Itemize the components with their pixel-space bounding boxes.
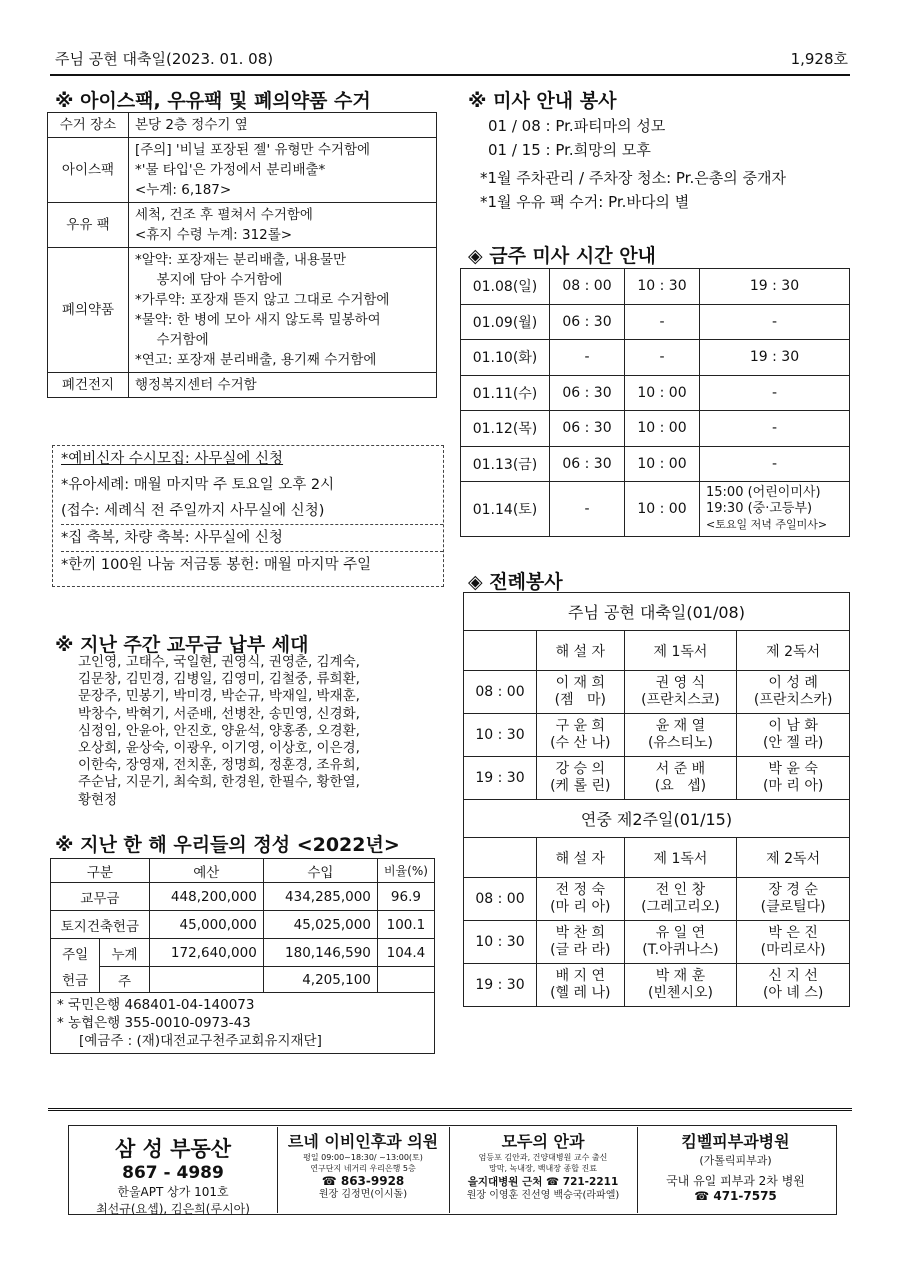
collection-detail bbox=[129, 138, 437, 203]
person-baptismal-name: (T.아퀴나스) bbox=[642, 942, 719, 958]
collection-label: 수거 장소 bbox=[48, 113, 129, 138]
person-name: 박 은 진 bbox=[768, 925, 818, 941]
collection-table bbox=[47, 112, 437, 398]
liturgy-person bbox=[624, 964, 737, 1007]
person-baptismal-name: (젬 마) bbox=[554, 692, 606, 708]
person-baptismal-name: (마 리 아) bbox=[762, 778, 824, 794]
schedule-time: - bbox=[700, 375, 850, 411]
person-baptismal-name: (빈첸시오) bbox=[647, 985, 713, 1001]
schedule-time: 10 : 00 bbox=[625, 446, 700, 482]
notice-item: *집 축복, 차량 축복: 사무실에 신청 bbox=[61, 524, 443, 551]
collection-row bbox=[48, 373, 437, 398]
liturgy-row bbox=[464, 671, 850, 714]
finance-sublabel: 주 bbox=[100, 967, 149, 993]
liturgy-time: 08 : 00 bbox=[464, 671, 537, 714]
ad-line: (가톨릭피부과) bbox=[699, 1154, 772, 1167]
donor-line: 이한숙, 장영재, 전치훈, 정명희, 정훈경, 조유희, bbox=[78, 757, 360, 774]
finance-header: 비율(%) bbox=[377, 859, 434, 883]
liturgy-row bbox=[464, 964, 850, 1007]
collection-label: 아이스팩 bbox=[48, 138, 129, 203]
person-name: 서 준 배 bbox=[655, 761, 706, 777]
person-name: 구 윤 희 bbox=[555, 718, 606, 734]
person-name: 전 인 창 bbox=[655, 882, 706, 898]
liturgy-person bbox=[737, 878, 850, 921]
ad-ent-clinic bbox=[277, 1127, 450, 1213]
account-holder: [예금주 : (재)대전교구천주교회유지재단] bbox=[79, 1033, 322, 1049]
liturgy-row bbox=[464, 921, 850, 964]
schedule-row bbox=[461, 304, 850, 340]
person-name: 장 경 순 bbox=[768, 882, 818, 898]
mass-service-notes bbox=[480, 166, 786, 214]
collection-row bbox=[48, 248, 437, 373]
collection-row bbox=[48, 113, 437, 138]
person-baptismal-name: (클로틸다) bbox=[760, 899, 826, 915]
mass-service-item: 01 / 15 : Pr.희망의 모후 bbox=[488, 141, 651, 159]
collection-title: ※ 아이스팩, 우유팩 및 폐의약품 수거 bbox=[55, 90, 371, 112]
liturgy-row bbox=[464, 757, 850, 800]
ad-line: 원장 김정면(이시돌) bbox=[318, 1189, 408, 1200]
footer-divider bbox=[48, 1108, 852, 1111]
person-name: 강 승 의 bbox=[555, 761, 606, 777]
collection-line: 행정복지센터 수거함 bbox=[135, 377, 257, 393]
person-name: 이 성 례 bbox=[768, 675, 818, 691]
finance-sublabel: 누계 bbox=[100, 939, 149, 967]
schedule-time: 19 : 30 bbox=[700, 340, 850, 376]
collection-label: 우유 팩 bbox=[48, 203, 129, 248]
notice-item: *예비신자 수시모집: 사무실에 신청 bbox=[61, 451, 284, 467]
collection-line: 봉지에 담아 수거함에 bbox=[135, 272, 283, 288]
ad-title: 삼 성 부동산 bbox=[114, 1137, 232, 1161]
liturgy-person bbox=[537, 964, 625, 1007]
collection-detail bbox=[129, 373, 437, 398]
person-baptismal-name: (케 롤 린) bbox=[550, 778, 611, 794]
person-baptismal-name: (수 산 나) bbox=[550, 735, 611, 751]
schedule-time: 10 : 00 bbox=[625, 482, 700, 537]
schedule-time: - bbox=[700, 446, 850, 482]
finance-income: 180,146,590 bbox=[263, 939, 377, 967]
mass-service-note: *1월 주차관리 / 주차장 청소: Pr.은총의 중개자 bbox=[480, 169, 786, 187]
liturgy-row bbox=[464, 878, 850, 921]
schedule-time: - bbox=[550, 482, 625, 537]
schedule-time-saturday bbox=[700, 482, 850, 537]
finance-budget: 172,640,000 bbox=[149, 939, 263, 967]
liturgy-empty bbox=[464, 631, 537, 671]
collection-line: <휴지 수령 누계: 312롤> bbox=[135, 227, 293, 243]
person-baptismal-name: (마리로사) bbox=[760, 942, 826, 958]
schedule-time: 10 : 30 bbox=[625, 269, 700, 305]
notice-item: (접수: 세례식 전 주일까지 사무실에 신청) bbox=[61, 503, 325, 519]
schedule-day: 01.13(금) bbox=[461, 446, 550, 482]
person-baptismal-name: (요 셉) bbox=[654, 778, 707, 794]
liturgy-person bbox=[624, 921, 737, 964]
mass-service-item: 01 / 08 : Pr.파티마의 성모 bbox=[488, 117, 666, 135]
person-name: 유 일 연 bbox=[655, 925, 706, 941]
liturgy-table bbox=[463, 592, 850, 1007]
finance-budget: 448,200,000 bbox=[149, 883, 263, 911]
person-name: 박 재 훈 bbox=[655, 968, 706, 984]
person-name: 박 윤 숙 bbox=[768, 761, 818, 777]
finance-label: 토지건축헌금 bbox=[51, 911, 150, 939]
schedule-time: 06 : 30 bbox=[550, 411, 625, 447]
schedule-day: 01.14(토) bbox=[461, 482, 550, 537]
schedule-time: 10 : 00 bbox=[625, 411, 700, 447]
liturgy-row bbox=[464, 714, 850, 757]
schedule-sat-line: 15:00 (어린이미사) bbox=[706, 485, 821, 500]
liturgy-group-title: 연중 제2주일(01/15) bbox=[464, 800, 850, 838]
finance-ratio: 104.4 bbox=[377, 939, 434, 967]
person-baptismal-name: (그레고리오) bbox=[641, 899, 720, 915]
ad-line: 평일 09:00~18:30/ ~13:00(토) bbox=[303, 1153, 423, 1162]
finance-budget: 45,000,000 bbox=[149, 911, 263, 939]
ad-phone: 을지대병원 근처 ☎ 721-2211 bbox=[467, 1176, 619, 1188]
person-baptismal-name: (헬 레 나) bbox=[550, 985, 611, 1001]
header-divider bbox=[50, 74, 850, 76]
liturgy-group-header bbox=[464, 593, 850, 631]
ad-title: 르네 이비인후과 의원 bbox=[287, 1132, 439, 1151]
bank-account: * 농협은행 355-0010-0973-43 bbox=[57, 1015, 251, 1031]
liturgy-person bbox=[537, 671, 625, 714]
schedule-row bbox=[461, 340, 850, 376]
ad-phone: ☎ 471-7575 bbox=[694, 1189, 777, 1203]
liturgy-col-header bbox=[464, 631, 850, 671]
liturgy-title: ◈ 전례봉사 bbox=[468, 571, 563, 593]
schedule-time: - bbox=[700, 304, 850, 340]
donor-line: 오상희, 윤상숙, 이광우, 이기영, 이상호, 이은경, bbox=[78, 740, 360, 757]
schedule-time: - bbox=[625, 304, 700, 340]
person-baptismal-name: (글 라 라) bbox=[550, 942, 611, 958]
collection-line: 본당 2층 정수기 옆 bbox=[135, 117, 248, 133]
liturgy-person bbox=[537, 757, 625, 800]
liturgy-time: 19 : 30 bbox=[464, 964, 537, 1007]
schedule-row bbox=[461, 446, 850, 482]
bank-account: * 국민은행 468401-04-140073 bbox=[57, 997, 255, 1013]
donor-line: 심정임, 안윤아, 안진호, 양윤석, 양홍종, 오경환, bbox=[78, 722, 360, 739]
ad-line: 엄등포 김안과, 건양대병원 교수 출신 bbox=[478, 1153, 608, 1162]
liturgy-time: 19 : 30 bbox=[464, 757, 537, 800]
liturgy-person bbox=[537, 714, 625, 757]
collection-label: 폐건전지 bbox=[48, 373, 129, 398]
ad-eye-clinic bbox=[449, 1127, 638, 1213]
collection-line: *물약: 한 병에 모아 새지 않도록 밀봉하여 bbox=[135, 312, 381, 328]
finance-ratio: 96.9 bbox=[377, 883, 434, 911]
ad-dermatology bbox=[637, 1127, 834, 1213]
person-name: 이 남 화 bbox=[768, 718, 818, 734]
person-name: 박 찬 희 bbox=[555, 925, 606, 941]
collection-line: <누계: 6,187> bbox=[135, 182, 232, 198]
collection-line: 수거함에 bbox=[135, 332, 209, 348]
collection-line: *알약: 포장재는 분리배출, 내용물만 bbox=[135, 252, 347, 268]
liturgy-group-header bbox=[464, 800, 850, 838]
schedule-time: 06 : 30 bbox=[550, 304, 625, 340]
collection-label: 폐의약품 bbox=[48, 248, 129, 373]
schedule-day: 01.08(일) bbox=[461, 269, 550, 305]
schedule-time: - bbox=[700, 411, 850, 447]
person-name: 윤 재 열 bbox=[655, 718, 706, 734]
finance-income: 4,205,100 bbox=[263, 967, 377, 993]
ad-line: 망막, 녹내장, 백내장 종합 진료 bbox=[489, 1164, 597, 1173]
ad-realestate bbox=[69, 1127, 278, 1216]
finance-label: 교무금 bbox=[51, 883, 150, 911]
liturgy-col-header bbox=[464, 838, 850, 878]
schedule-time: - bbox=[625, 340, 700, 376]
notice-item: *유아세례: 매월 마지막 주 토요일 오후 2시 bbox=[61, 477, 335, 493]
ad-title: 모두의 안과 bbox=[501, 1132, 585, 1151]
collection-detail bbox=[129, 203, 437, 248]
liturgy-col-label: 제 1독서 bbox=[624, 631, 737, 671]
donors-title: ※ 지난 주간 교무금 납부 세대 bbox=[55, 634, 309, 656]
collection-detail bbox=[129, 113, 437, 138]
liturgy-person bbox=[737, 671, 850, 714]
finance-income: 45,025,000 bbox=[263, 911, 377, 939]
liturgy-person bbox=[624, 671, 737, 714]
ad-line: 연구단지 네거리 우리은행 5층 bbox=[310, 1164, 416, 1173]
schedule-time: 08 : 00 bbox=[550, 269, 625, 305]
ad-line: 원장 이영훈 진선영 백승국(라파엘) bbox=[466, 1190, 620, 1201]
person-name: 배 지 연 bbox=[555, 968, 606, 984]
schedule-row bbox=[461, 482, 850, 537]
issue-number: 1,928호 bbox=[790, 50, 848, 68]
schedule-sat-line: 19:30 (중‧고등부) bbox=[706, 501, 813, 516]
schedule-time: - bbox=[550, 340, 625, 376]
donors-list bbox=[78, 654, 360, 809]
collection-row bbox=[48, 203, 437, 248]
finance-header: 예산 bbox=[149, 859, 263, 883]
page-header-title: 주님 공현 대축일(2023. 01. 08) bbox=[55, 50, 274, 68]
notice-item: *한끼 100원 나눔 저금통 봉헌: 매월 마지막 주일 bbox=[61, 551, 443, 578]
liturgy-person bbox=[737, 921, 850, 964]
finance-header: 수입 bbox=[263, 859, 377, 883]
liturgy-col-label: 해 설 자 bbox=[537, 631, 625, 671]
finance-header: 구분 bbox=[51, 859, 150, 883]
schedule-row bbox=[461, 375, 850, 411]
person-name: 전 정 숙 bbox=[555, 882, 606, 898]
mass-service-list bbox=[488, 114, 665, 162]
liturgy-time: 10 : 30 bbox=[464, 921, 537, 964]
schedule-sat-note: <토요일 저녁 주일미사> bbox=[706, 518, 828, 531]
collection-line: *연고: 포장재 분리배출, 용기째 수거함에 bbox=[135, 352, 377, 368]
schedule-day: 01.10(화) bbox=[461, 340, 550, 376]
schedule-title: ◈ 금주 미사 시간 안내 bbox=[468, 245, 656, 267]
collection-detail bbox=[129, 248, 437, 373]
donor-line: 주순남, 지문기, 최숙희, 한경원, 한필수, 황한열, bbox=[78, 774, 360, 791]
person-baptismal-name: (유스티노) bbox=[647, 735, 713, 751]
ad-line: 국내 유일 피부과 2차 병원 bbox=[666, 1174, 805, 1188]
ad-line: 한울APT 상가 101호 bbox=[117, 1185, 229, 1199]
schedule-row bbox=[461, 269, 850, 305]
collection-line: [주의] '비닐 포장된 젤' 유형만 수거함에 bbox=[135, 142, 371, 158]
schedule-day: 01.12(목) bbox=[461, 411, 550, 447]
liturgy-person bbox=[737, 714, 850, 757]
donor-line: 고인영, 고태수, 국일현, 권영식, 권영춘, 김계숙, bbox=[78, 654, 360, 670]
liturgy-person bbox=[624, 878, 737, 921]
mass-service-title: ※ 미사 안내 봉사 bbox=[468, 90, 617, 112]
person-name: 신 지 선 bbox=[768, 968, 818, 984]
finance-label: 헌금 bbox=[51, 967, 100, 993]
liturgy-time: 08 : 00 bbox=[464, 878, 537, 921]
liturgy-col-label: 제 2독서 bbox=[737, 838, 850, 878]
liturgy-person bbox=[537, 878, 625, 921]
finance-ratio: 100.1 bbox=[377, 911, 434, 939]
liturgy-time: 10 : 30 bbox=[464, 714, 537, 757]
liturgy-person bbox=[737, 964, 850, 1007]
liturgy-person bbox=[624, 757, 737, 800]
schedule-time: 10 : 00 bbox=[625, 375, 700, 411]
donor-line: 문장주, 민봉기, 박미경, 박순규, 박재일, 박재훈, bbox=[78, 688, 360, 705]
liturgy-col-label: 해 설 자 bbox=[537, 838, 625, 878]
notices-box bbox=[52, 445, 444, 587]
donor-line: 황현정 bbox=[78, 791, 118, 808]
schedule-day: 01.11(수) bbox=[461, 375, 550, 411]
person-name: 권 영 식 bbox=[655, 675, 706, 691]
ad-title: 킴벨피부과병원 bbox=[681, 1132, 790, 1151]
person-baptismal-name: (아 녜 스) bbox=[762, 985, 824, 1001]
finance-title: ※ 지난 한 해 우리들의 정성 <2022년> bbox=[55, 834, 400, 856]
person-baptismal-name: (프란치스카) bbox=[753, 692, 833, 708]
person-baptismal-name: (안 젤 라) bbox=[762, 735, 824, 751]
schedule-day: 01.09(월) bbox=[461, 304, 550, 340]
liturgy-group-title: 주님 공현 대축일(01/08) bbox=[464, 593, 850, 631]
person-baptismal-name: (프란치스코) bbox=[641, 692, 720, 708]
finance-label: 주일 bbox=[51, 939, 100, 967]
collection-line: *'물 타입'은 가정에서 분리배출* bbox=[135, 162, 326, 178]
ad-line: 최선규(요셉), 김은희(루시아) bbox=[96, 1202, 250, 1216]
ad-phone: ☎ 863-9928 bbox=[321, 1174, 405, 1188]
schedule-row bbox=[461, 411, 850, 447]
finance-income: 434,285,000 bbox=[263, 883, 377, 911]
bank-info bbox=[51, 993, 435, 1054]
liturgy-col-label: 제 2독서 bbox=[737, 631, 850, 671]
person-name: 이 재 희 bbox=[555, 675, 606, 691]
liturgy-person bbox=[624, 714, 737, 757]
ad-phone: 867 - 4989 bbox=[122, 1163, 224, 1183]
schedule-time: 06 : 30 bbox=[550, 375, 625, 411]
donor-line: 박창수, 박혁기, 서준배, 선병찬, 송민영, 신경화, bbox=[78, 705, 360, 722]
donor-line: 김문창, 김민경, 김병일, 김영미, 김철중, 류희환, bbox=[78, 671, 360, 688]
liturgy-empty bbox=[464, 838, 537, 878]
liturgy-person bbox=[737, 757, 850, 800]
schedule-time: 19 : 30 bbox=[700, 269, 850, 305]
schedule-table bbox=[460, 268, 850, 537]
liturgy-person bbox=[537, 921, 625, 964]
collection-line: 세척, 건조 후 펼쳐서 수거함에 bbox=[135, 207, 313, 223]
person-baptismal-name: (마 리 아) bbox=[550, 899, 611, 915]
finance-table bbox=[50, 858, 435, 1054]
collection-row bbox=[48, 138, 437, 203]
schedule-time: 06 : 30 bbox=[550, 446, 625, 482]
mass-service-note: *1월 우유 팩 수거: Pr.바다의 별 bbox=[480, 193, 690, 211]
collection-line: *가루약: 포장재 뜯지 않고 그대로 수거함에 bbox=[135, 292, 390, 308]
liturgy-col-label: 제 1독서 bbox=[624, 838, 737, 878]
